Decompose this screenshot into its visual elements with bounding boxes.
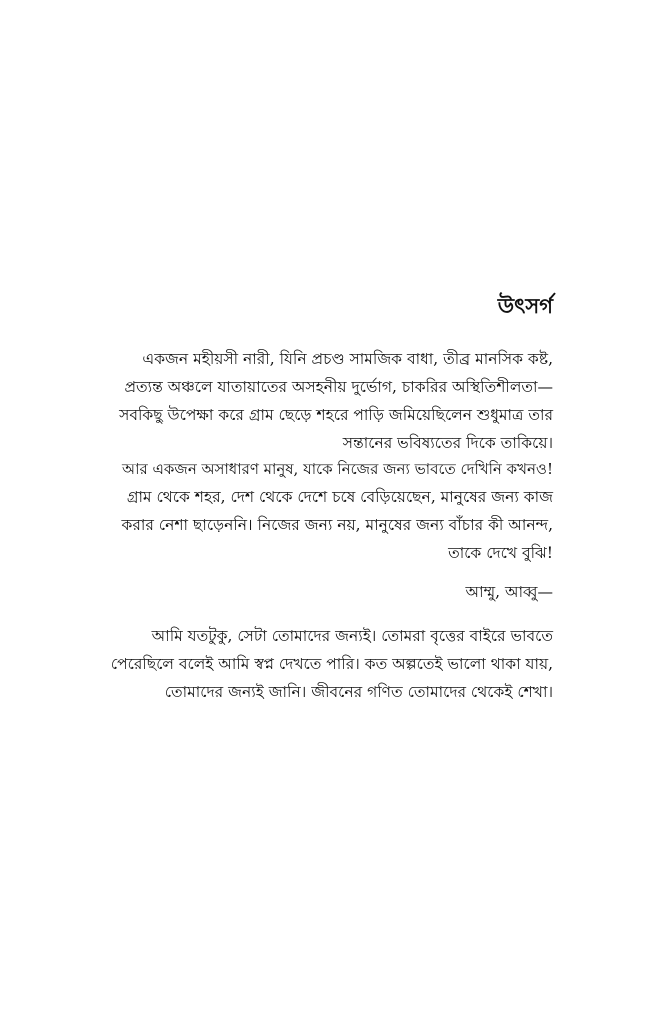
- dedication-paragraph-mother: [110, 345, 553, 457]
- text-line: একজন মহীয়সী নারী, যিনি প্রচণ্ড সামজিক বাধা, তীব্র মানসিক কষ্ট,: [142, 350, 553, 368]
- text-line: গ্রাম থেকে শহর, দেশ থেকে দেশে চষে বেড়িয়েছেন, মানুষের জন্য কাজ: [126, 488, 553, 506]
- text-line: প্রত্যন্ত অঞ্চলে যাতায়াতের অসহনীয় দুর্ভোগ, চাকরির অস্থিতিশীলতা—: [124, 378, 553, 396]
- text-line: আর একজন অসাধারণ মানুষ, যাকে নিজের জন্য ভাবতে দেখিনি কখনও!: [122, 460, 553, 478]
- dedication-paragraph-closing: [110, 622, 553, 706]
- page-title: উৎসর্গ: [497, 293, 553, 318]
- text-line: আম্মু, আব্বু—: [465, 583, 553, 601]
- text-line: তাকে দেখে বুঝি!: [448, 544, 553, 562]
- dedication-paragraph-father: [110, 455, 553, 567]
- text-line: সবকিছু উপেক্ষা করে গ্রাম ছেড়ে শহরে পাড়ি জমিয়েছিলেন শুধুমাত্র তার: [119, 406, 553, 424]
- text-line: আমি যতটুকু, সেটা তোমাদের জন্যই। তোমরা বৃত্তের বাইরে ভাবতে: [151, 627, 553, 645]
- text-line: করার নেশা ছাড়েননি। নিজের জন্য নয়, মানুষের জন্য বাঁচার কী আনন্দ,: [121, 516, 553, 534]
- text-line: সন্তানের ভবিষ্যতের দিকে তাকিয়ে।: [342, 434, 553, 452]
- text-line: পেরেছিলে বলেই আমি স্বপ্ন দেখতে পারি। কত অল্পতেই ভালো থাকা যায়,: [110, 655, 553, 673]
- text-line: তোমাদের জন্যই জানি। জীবনের গণিত তোমাদের থেকেই শেখা।: [164, 683, 553, 701]
- dedication-salutation: [110, 578, 553, 606]
